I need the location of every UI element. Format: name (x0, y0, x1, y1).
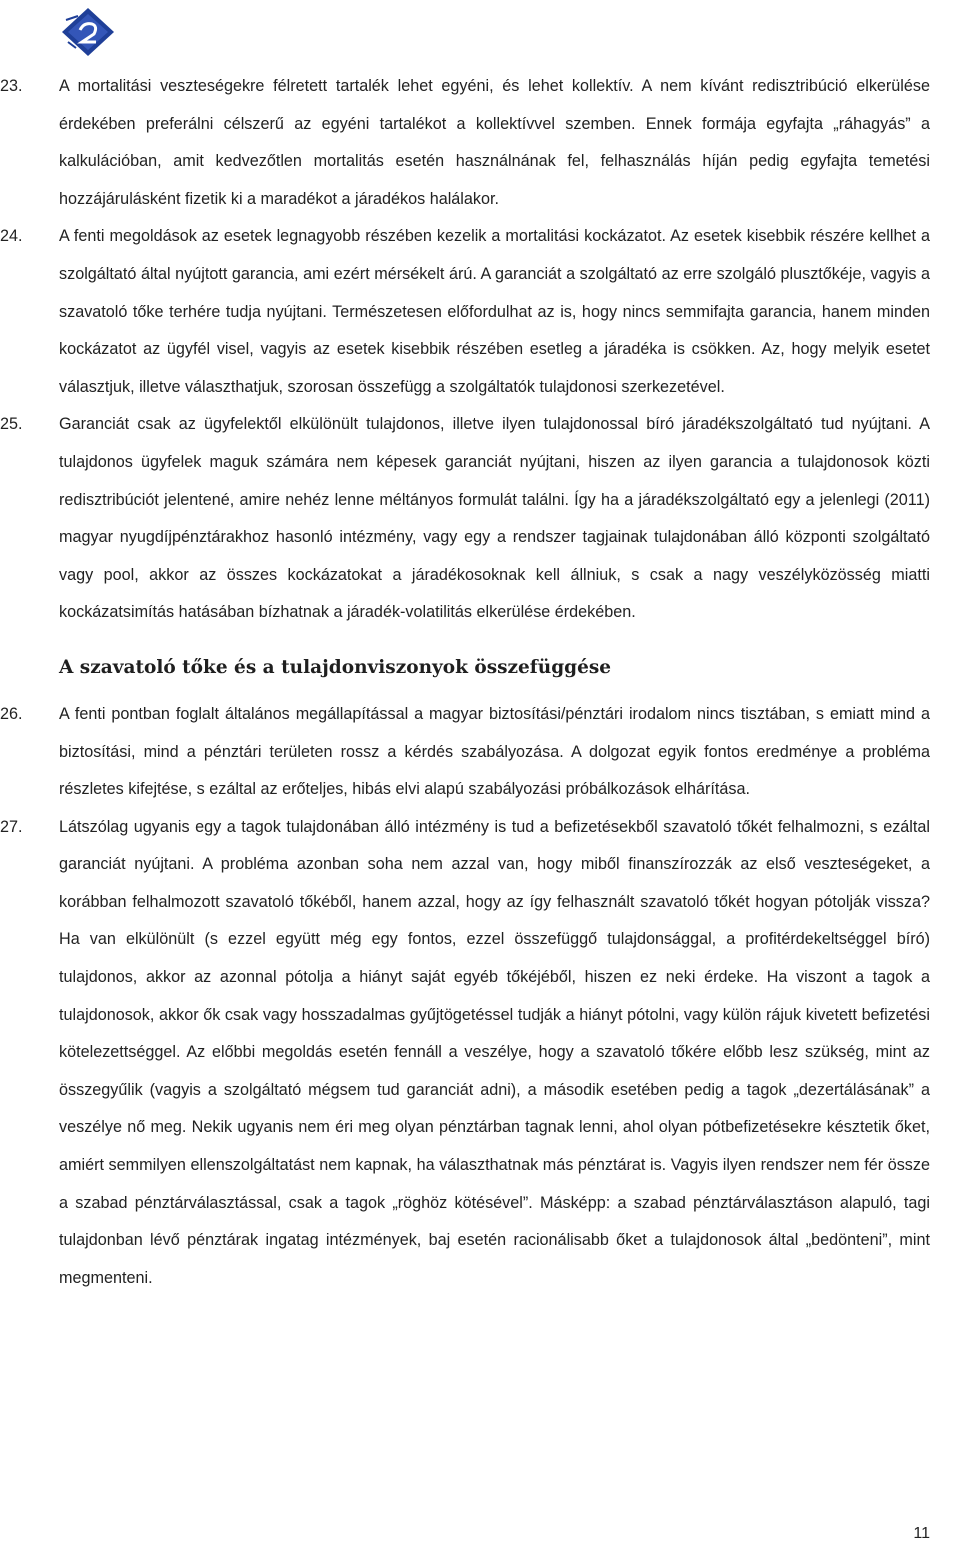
document-body (0, 68, 960, 1297)
paragraph-text: Garanciát csak az ügyfelektől elkülönült tulajdonos, illetve ilyen tulajdonossal bíró járadékszolgáltató tud nyújtani. A tulajdonos ügyfelek maguk számára nem képesek garanciát nyújtani, hiszen az ilyen garancia a tulajdonosok közti redisztribúciót jelentené, amire nehéz lenne méltányos formulát találni. Így ha a járadékszolgáltató egy a jelenlegi (2011) magyar nyugdíjpénztárakhoz hasonló intézmény, vagy egy a rendszer tagjainak tulajdonában álló központi szolgáltató vagy pool, akkor az összes kockázatokat a járadékosoknak kell állniuk, s csak a nagy veszélyközösség miatti kockázatsimítás hatásában bízhatnak a járadék-volatilitás elkerülése érdekében. (59, 415, 930, 622)
paragraph-number: 24. (0, 227, 23, 246)
paragraph-number: 23. (0, 77, 23, 95)
paragraph (0, 218, 960, 406)
paragraph-text: A fenti megoldások az esetek legnagyobb részében kezelik a mortalitási kockázatot. Az esetek kisebbik részére kellhet a szolgáltató által nyújtott garancia, ami ezért mérsékelt árú. A garanciát a szolgáltató az erre szolgáló plusztőkéje, vagyis a szavatoló tőke terhére tudja nyújtani. Természetesen előfordulhat az is, hogy nincs semmifajta garancia, hanem minden kockázatot az ügyfél visel, vagyis az esetek kisebbik részében esetleg a járadéka is csökken. Az, hogy melyik esetet választjuk, illetve választhatjuk, szorosan összefügg a szolgáltatók tulajdonosi szerkezetével. (59, 227, 930, 396)
paragraph-number: 27. (0, 817, 23, 836)
paragraph (0, 696, 960, 809)
page-number: 11 (913, 1525, 930, 1542)
paragraph-text: A fenti pontban foglalt általános megállapítással a magyar biztosítási/pénztári irodalom nincs tisztában, s emiatt mind a biztosítási, mind a pénztári területen rossz a kérdés szabályozása. A dolgozat egyik fontos eredménye a probléma részletes kifejtése, s ezáltal az erőteljes, hibás elvi alapú szabályozási próbálkozások elhárítása. (59, 704, 930, 799)
logo-icon (60, 6, 116, 58)
paragraph (0, 406, 960, 632)
paragraph (0, 809, 960, 1298)
section-heading: A szavatoló tőke és a tulajdonviszonyok összefüggése (59, 656, 612, 678)
paragraph-text: Látszólag ugyanis egy a tagok tulajdonában álló intézmény is tud a befizetésekből szavatoló tőkét felhalmozni, s ezáltal garanciát nyújtani. A probléma azonban soha nem azzal van, hogy miből finanszírozzák az első veszteségeket, a korábban felhalmozott szavatoló tőkéből, hanem azzal, hogy az így felhasznált szavatoló tőkét hogyan pótolják vissza? Ha van elkülönült (s ezzel együtt még egy fontos, ezzel összefüggő tulajdonsággal, a profitérdekeltséggel bíró) tulajdonos, akkor az azonnal pótolja a hiányt saját egyéb tőkéjéből, hiszen ez neki érdeke. Ha viszont a tagok a tulajdonosok, akkor ők csak vagy hosszadalmas gyűjtögetéssel tudják a hiányt pótolni, vagy külön rájuk kivetett befizetési kötelezettséggel. Az előbbi megoldás esetén fennáll a veszélye, hogy a szavatoló tőkére előbb lesz szükség, mint az összegyűlik (vagyis a szolgáltató mégsem tud garanciát adni), a második esetében pedig a tagok „dezertálásának” a veszélye nő meg. Nekik ugyanis nem éri meg olyan pénztárban tagnak lenni, ahol olyan pótbefizetésekre késztetik őket, amiért semmilyen ellenszolgáltatást nem kapnak, ha választhatnak más pénztárat is. Vagyis ilyen rendszer nem fér össze a szabad pénztárválasztással, csak a tagok „röghöz kötésével”. Másképp: a szabad pénztárválasztáson alapuló, tagi tulajdonban lévő pénztárak ingatag intézmények, baj esetén racionálisabb őket a tulajdonosok által „bedönteni”, mint megmenteni. (59, 817, 930, 1287)
paragraph-number: 26. (0, 704, 23, 723)
paragraph-number: 25. (0, 415, 23, 434)
paragraph-text: A mortalitási veszteségekre félretett tartalék lehet egyéni, és lehet kollektív. A nem kívánt redisztribúció elkerülése érdekében preferálni célszerű az egyéni tartalékot a kollektívvel szemben. Ennek formája egyfajta „ráhagyás” a kalkulációban, amit kedvezőtlen mortalitás esetén használnának fel, felhasználás híján pedig egyfajta temetési hozzájárulásként fizetik ki a maradékot a járadékos halálakor. (59, 77, 930, 208)
paragraph (0, 68, 960, 218)
